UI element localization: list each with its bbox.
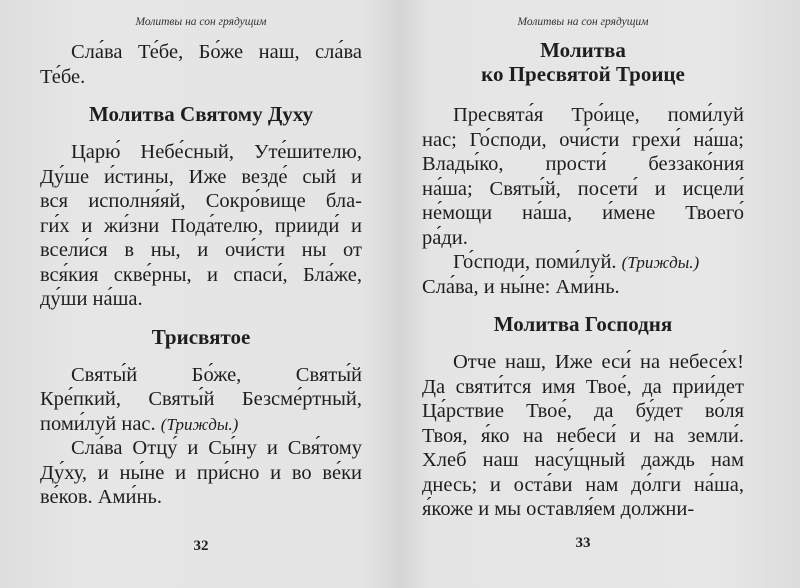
line-text: вся́кия скве́рны, и спаси́, Бла́же, (40, 263, 362, 286)
text-line (422, 103, 744, 128)
line-text: Кре́пкий, Святы́й Безсме́ртный, (40, 388, 362, 410)
paragraph (40, 140, 362, 312)
running-head: Молитвы на сон грядущим (135, 16, 267, 28)
text-line (40, 238, 362, 263)
line-text: Ду́ху, и ны́не и при́сно и во ве́ки (40, 461, 362, 484)
paragraph (40, 40, 362, 89)
text-line (40, 412, 362, 437)
section-heading (40, 102, 362, 126)
line-text: ве́ков. Ами́нь. (40, 486, 162, 508)
line-text: всели́ся в ны, и очи́сти ны от (40, 239, 362, 261)
paragraph (422, 350, 744, 522)
line-text: Ду́ше и́стины, Иже везде́ сый и (40, 165, 362, 188)
text-line (40, 485, 362, 510)
line-text: на́ша; Святы́й, посети́ и исцели́ (422, 177, 744, 200)
rubric-note: (Трижды.) (621, 253, 700, 272)
section-heading (422, 312, 744, 336)
text-line (40, 387, 362, 412)
text-line (422, 152, 744, 177)
text-line (40, 263, 362, 288)
page-body (422, 38, 744, 522)
line-text: Хлеб наш насу́щный даждь нам (422, 449, 744, 471)
line-text: ги́х и жи́зни Пода́телю, прииди́ и (40, 214, 362, 237)
text-line (40, 189, 362, 214)
line-text: Да святи́тся имя Твое́, да прии́дет (422, 375, 744, 398)
line-text: ра́ди. (422, 226, 468, 249)
line-text: Молитва Господня (493, 312, 673, 336)
text-line (40, 287, 362, 312)
line-text: ко Пресвятой Троице (481, 62, 685, 86)
line-text: нас; Го́споди, очи́сти грехи́ на́ша; (422, 128, 744, 151)
text-line (422, 226, 744, 251)
right-page (400, 0, 800, 588)
text-line (422, 497, 744, 522)
line-text: Твоя, я́ко на небеси́ и на земли́. (422, 424, 744, 447)
line-text: не́мощи на́ша, и́мене Твоего́ (422, 202, 744, 224)
heading-line (40, 102, 362, 126)
rubric-note: (Трижды.) (160, 414, 239, 434)
line-text: поми́луй нас. (40, 412, 156, 435)
text-line (40, 461, 362, 486)
line-text: Ца́рствие Твое́, да бу́дет во́ля (422, 400, 744, 422)
paragraph (422, 250, 744, 299)
text-line (422, 275, 744, 300)
text-line (422, 399, 744, 424)
line-text: Го́споди, поми́луй. (453, 251, 617, 273)
line-text: Влады́ко, прости́ беззако́ния (422, 153, 744, 175)
line-text: Трисвятое (151, 324, 251, 349)
text-line (422, 201, 744, 226)
section-heading (40, 325, 362, 349)
text-line (40, 40, 362, 65)
line-text: Сла́ва Отцу́ и Сы́ну и Свя́тому (71, 437, 362, 459)
text-line (40, 65, 362, 90)
text-line (40, 214, 362, 239)
heading-line (40, 325, 362, 349)
line-text: Пресвята́я Тро́ице, поми́луй (453, 104, 744, 126)
page-number: 32 (193, 538, 209, 554)
line-text: Сла́ва, и ны́не: Ами́нь. (422, 275, 620, 298)
text-line (40, 436, 362, 461)
text-line (422, 128, 744, 153)
section-heading (422, 38, 744, 86)
text-line (422, 448, 744, 473)
text-line (422, 473, 744, 498)
text-line (422, 350, 744, 375)
text-line (40, 363, 362, 388)
text-line (40, 140, 362, 165)
line-text: Святы́й Бо́же, Святы́й (71, 363, 362, 386)
text-line (40, 165, 362, 190)
text-line (422, 177, 744, 202)
heading-line (422, 312, 744, 336)
page-number: 33 (575, 535, 591, 551)
text-line (422, 375, 744, 400)
line-text: Отче наш, Иже еси́ на небесе́х! (453, 351, 744, 373)
paragraph (40, 363, 362, 437)
line-text: ду́ши на́ша. (40, 288, 143, 310)
running-head: Молитвы на сон грядущим (517, 16, 649, 28)
line-text: я́коже и мы оставля́ем должни- (422, 498, 695, 520)
line-text: вся исполня́яй, Сокро́вище бла- (40, 190, 362, 212)
line-text: днесь; и оста́ви нам до́лги на́ша, (422, 473, 744, 496)
paragraph (40, 436, 362, 510)
text-line (422, 424, 744, 449)
line-text: Молитва Святому Духу (89, 102, 313, 126)
paragraph (422, 103, 744, 250)
page-body (40, 40, 362, 510)
line-text: Сла́ва Те́бе, Бо́же наш, сла́ва (71, 41, 362, 63)
heading-line (422, 38, 744, 62)
line-text: Те́бе. (40, 65, 86, 88)
line-text: Царю́ Небе́сный, Уте́шителю, (71, 141, 362, 163)
heading-line (422, 62, 744, 86)
line-text: Молитва (540, 38, 626, 62)
text-line (422, 250, 744, 275)
